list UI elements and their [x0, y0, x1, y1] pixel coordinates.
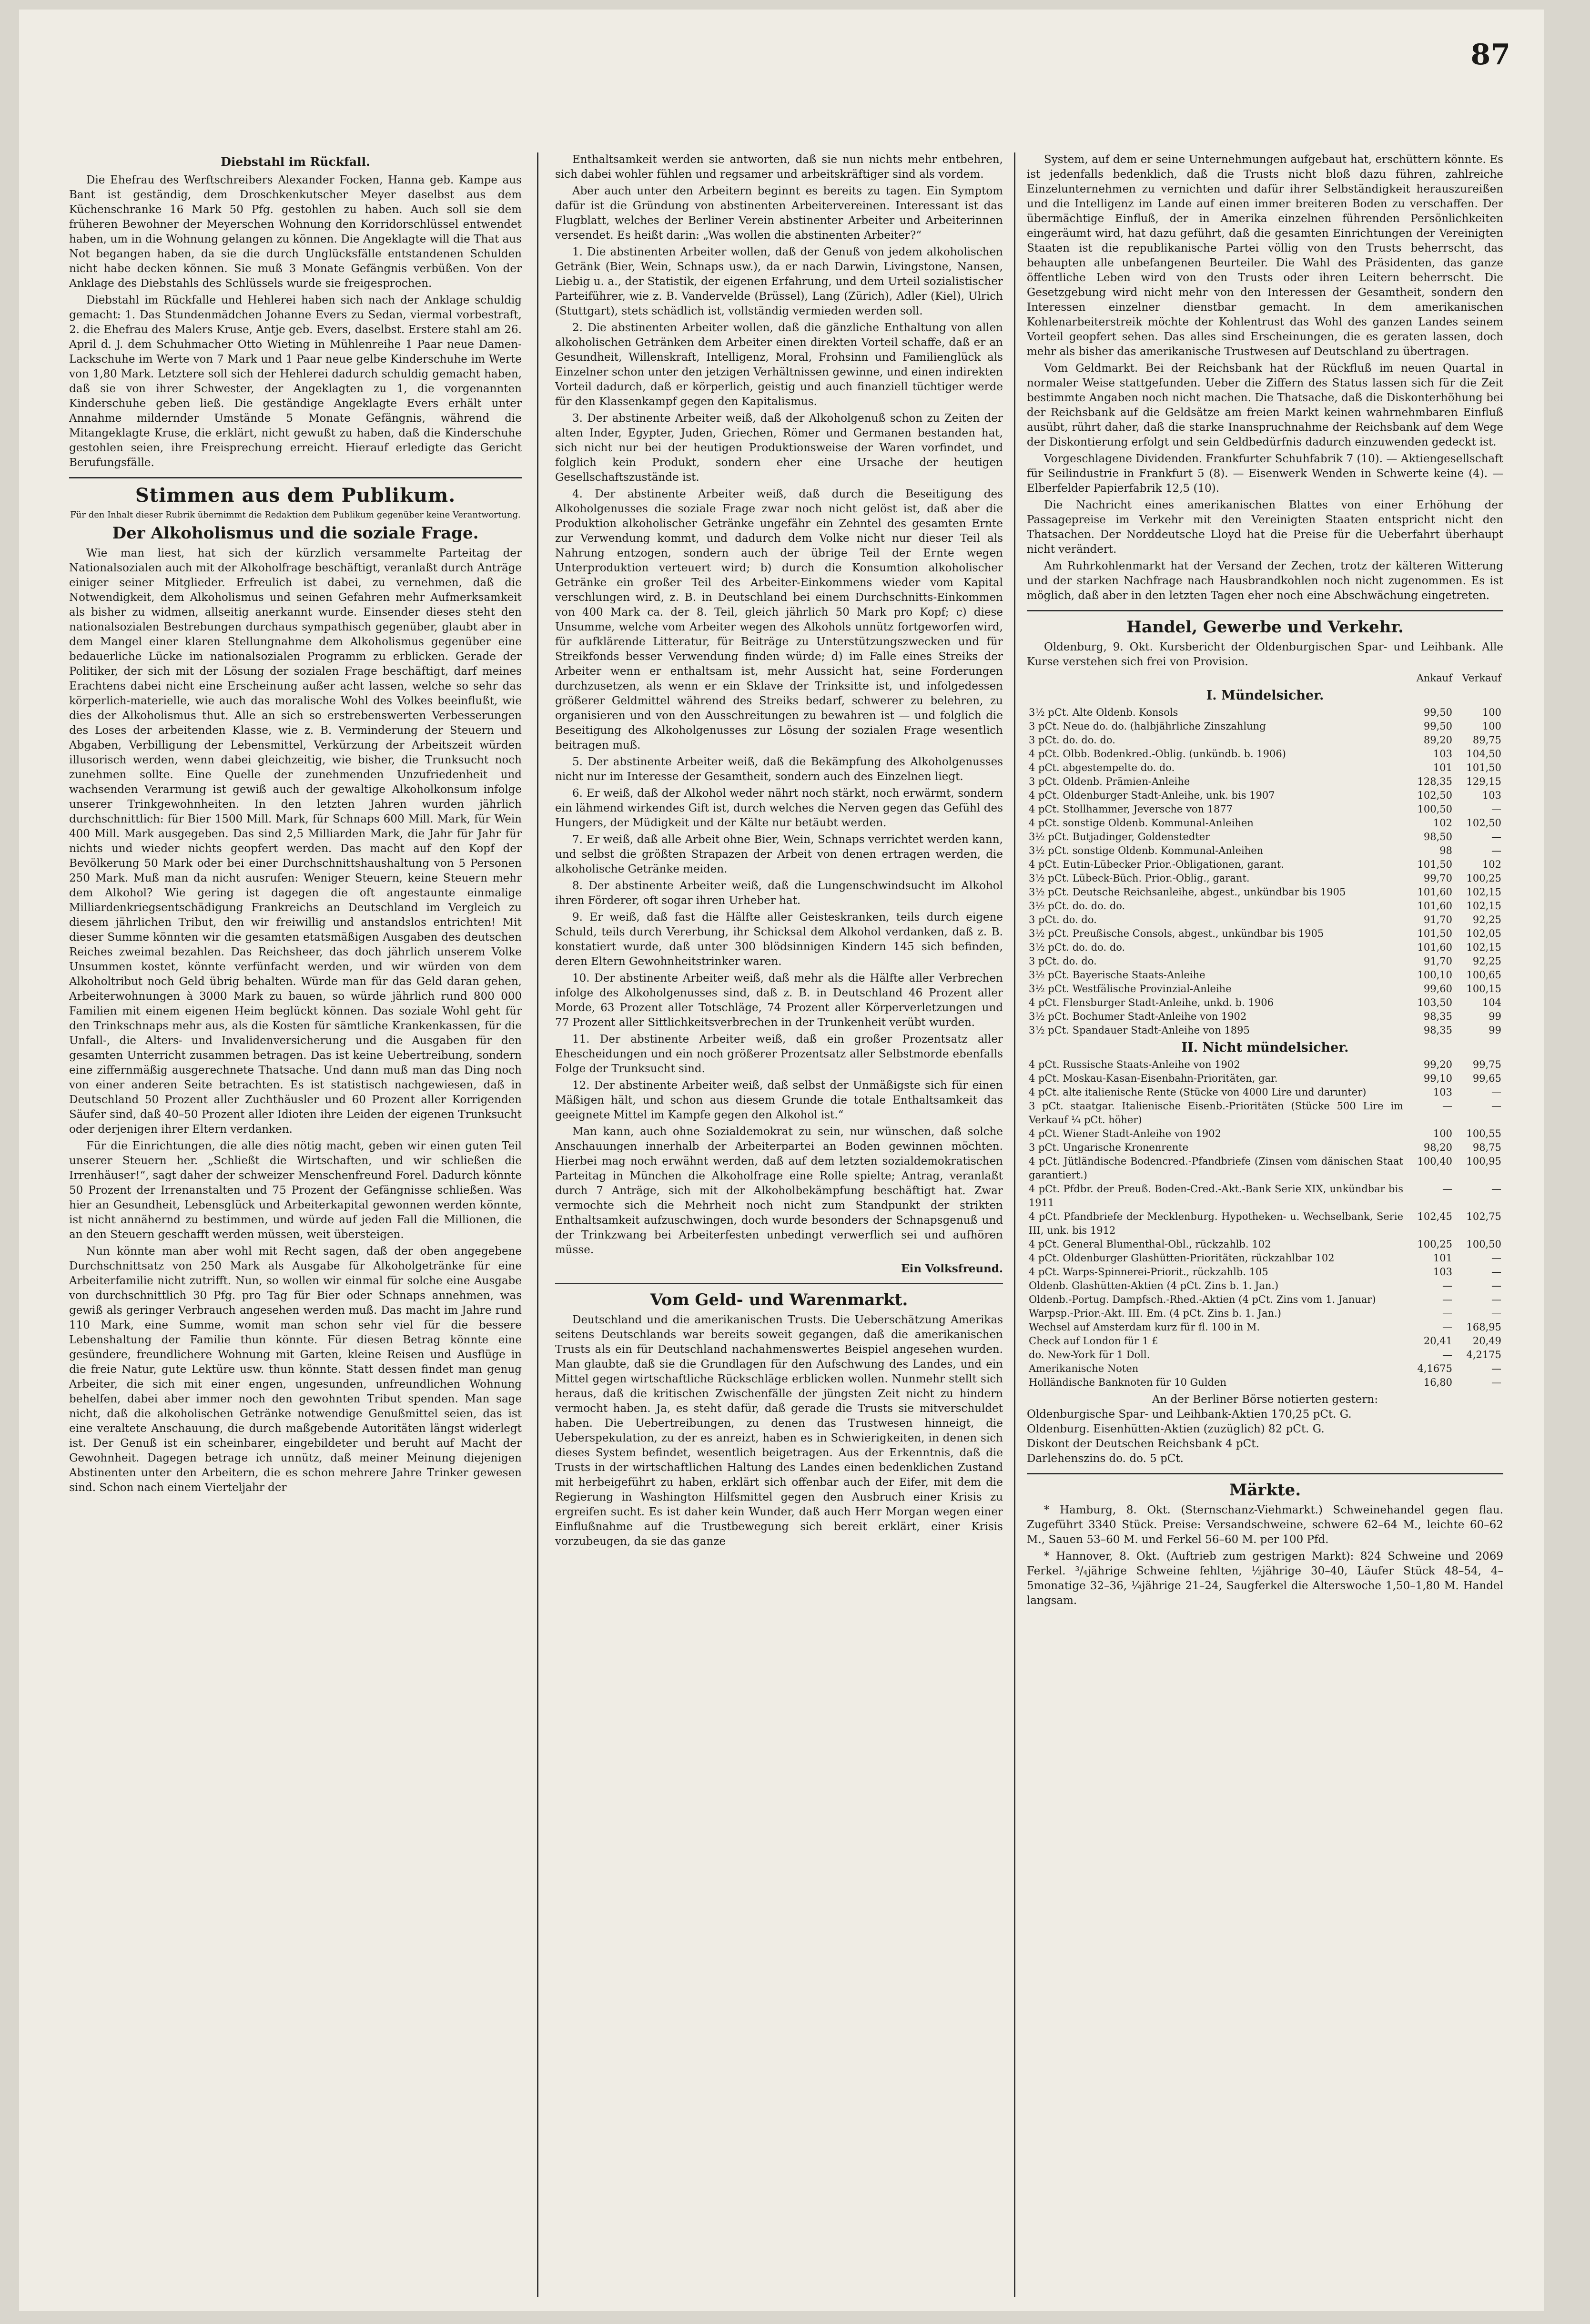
kurs-name: 4 pCt. Warps-Spinnerei-Priorit., rückzahlb. 105 — [1029, 1266, 1268, 1278]
kurs-name: 3½ pCt. Preußische Consols, abgest., unkündbar bis 1905 — [1029, 928, 1324, 939]
kurs-name: 3½ pCt. sonstige Oldenb. Kommunal-Anleihen — [1029, 845, 1264, 856]
kurs-table-muendelsicher — [1027, 706, 1503, 1037]
kurs-name: 4 pCt. Russische Staats-Anleihe von 1902 — [1029, 1059, 1240, 1070]
kurs-verkauf: 99,65 — [1472, 1073, 1501, 1084]
paragraph: 4. Der abstinente Arbeiter weiß, daß durch die Beseitigung des Alkoholgenusses die soziale Frage zwar noch nicht gelöst ist, daß aber die Produktion alkoholischer Getränke ungefähr ein Zehntel des gesamten Ernte zur Verwendung kommt, und dadurch dem Volke nicht nur dieser Teil als Nahrung entzogen, sondern auch der übrige Teil der Ernte wegen Unterproduktion verteuert wird; b) durch die Konsumtion alkoholischer Getränke ein großer Teil des Arbeiter-Einkommens wieder vom Kapital verschlungen wird, z. B. in Deutschland bei einem Durchschnitts-Einkommen von 400 Mark ca. der 8. Teil, gleich jährlich 50 Mark pro Kopf; c) diese Unsumme, welche vom Arbeiter wegen des Alkohols unnütz fortgeworfen wird, für aufklärende Litteratur, für Beiträge zu Unterstützungszwecken und für Streikfonds besser Verwendung finden würde; d) im Falle eines Streiks der Arbeiter wenn er enthaltsam ist, mehr Aussicht hat, seine Forderungen durchzusetzen, als wenn er ein Sklave der Trinksitte ist, und infolgedessen größerer Geldmittel während des Streiks bedarf, schwerer zu belehren, zu organisieren und von den Ausschreitungen zu bewahren ist — und folglich die Beseitigung des Alkoholgenusses zur Lösung der sozialen Frage wesentlich beitragen muß. — [555, 488, 1003, 751]
kurs-ankauf: 101 — [1433, 762, 1452, 773]
kurs-name: Amerikanische Noten — [1029, 1363, 1139, 1374]
kurs-ankauf: 4,1675 — [1417, 1363, 1452, 1374]
kurs-row — [1027, 1265, 1503, 1279]
kurs-ankauf: 99,20 — [1423, 1059, 1452, 1070]
kurs-name: 4 pCt. Wiener Stadt-Anleihe von 1902 — [1029, 1128, 1222, 1139]
kurs-ankauf: 100 — [1433, 1128, 1452, 1139]
kurs-name: 4 pCt. General Blumenthal-Obl., rückzahlb. 102 — [1029, 1238, 1271, 1250]
kurs-row — [1027, 996, 1503, 1010]
kurs-ankauf: 91,70 — [1423, 955, 1452, 967]
kurs-name: 4 pCt. Oldenburger Glashütten-Prioritäten, rückzahlbar 102 — [1029, 1252, 1335, 1264]
kurs-name: 3 pCt. do. do. do. — [1029, 734, 1115, 746]
kurs-verkauf: 102,75 — [1466, 1211, 1501, 1222]
kurs-row — [1027, 789, 1503, 802]
kurs-verkauf: — — [1491, 1363, 1501, 1374]
kurs-ankauf: 101,60 — [1417, 900, 1452, 912]
kurs-row — [1027, 1058, 1503, 1072]
kurs-name: 3 pCt. Neue do. do. (halbjährliche Zinszahlung — [1029, 721, 1266, 732]
kurs-ankauf: 100,25 — [1417, 1238, 1452, 1250]
kursbericht-intro: Oldenburg, 9. Okt. Kursbericht der Oldenburgischen Spar- und Leihbank. Alle Kurse verstehen sich frei von Provision. — [1027, 641, 1503, 668]
kurs-row — [1027, 775, 1503, 789]
kurs-ankauf: 101 — [1433, 1252, 1452, 1264]
kurs-verkauf: 102 — [1482, 859, 1501, 870]
kurs-ankauf: 102,50 — [1417, 790, 1452, 801]
paragraph: 5. Der abstinente Arbeiter weiß, daß die Bekämpfung des Alkoholgenusses nicht nur im Interesse der Gesamtheit, sondern auch des Einzelnen liegt. — [555, 756, 1003, 783]
kurs-row — [1027, 941, 1503, 954]
kurs-row — [1027, 1376, 1503, 1390]
kurs-row — [1027, 1155, 1503, 1182]
kurs-verkauf: 100,65 — [1466, 969, 1501, 981]
kurs-name: 3 pCt. Ungarische Kronenrente — [1029, 1142, 1189, 1153]
divider — [555, 1283, 1003, 1284]
kurs-name: 4 pCt. Flensburger Stadt-Anleihe, unkd. b. 1906 — [1029, 997, 1274, 1008]
article-signature: Ein Volksfreund. — [901, 1262, 1003, 1275]
kurs-name: 3½ pCt. Bochumer Stadt-Anleihe von 1902 — [1029, 1011, 1247, 1022]
kurs-name: 3½ pCt. Westfälische Provinzial-Anleihe — [1029, 983, 1232, 995]
kurs-ankauf: — — [1442, 1294, 1452, 1305]
kurs-row — [1027, 1099, 1503, 1127]
kurs-ankauf: 98,50 — [1423, 831, 1452, 842]
kurs-name: 3½ pCt. Alte Oldenb. Konsols — [1029, 707, 1178, 718]
paragraph: 9. Er weiß, daß fast die Hälfte aller Geisteskranken, teils durch eigene Schuld, teils durch Vererbung, ihr Schicksal dem Alkohol verdanken, daß z. B. konstatiert wurde, daß unter 300 blödsinnigen Kindern 145 sich befinden, deren Eltern Gewohnheitstrinker waren. — [555, 911, 1003, 968]
kurs-ankauf: 89,20 — [1423, 734, 1452, 746]
kurs-verkauf: 102,15 — [1466, 900, 1501, 912]
kurs-verkauf: — — [1491, 1266, 1501, 1278]
kurs-verkauf: 99 — [1489, 1025, 1501, 1036]
paragraph: 1. Die abstinenten Arbeiter wollen, daß der Genuß von jedem alkoholischen Getränk (Bier, Wein, Schnaps usw.), da er nach Darwin, Livingstone, Nansen, Liebig u. a., der Statistik, der eigenen Erfahrung, und dem Urteil sozialistischer Parteiführer, wie z. B. Vandervelde (Brüssel), Lang (Zürich), Adler (Kiel), Ulrich (Stuttgart), stets schädlich ist, vollständig vermieden werden soll. — [555, 246, 1003, 317]
ankauf-header: Ankauf — [1416, 672, 1452, 684]
kurs-verkauf: 92,25 — [1472, 914, 1501, 925]
kurs-row — [1027, 802, 1503, 816]
kurs-verkauf: 129,15 — [1466, 776, 1501, 787]
kurs-row — [1027, 706, 1503, 720]
kurs-row — [1027, 968, 1503, 982]
kurs-name: 4 pCt. Eutin-Lübecker Prior.-Obligationen, garant. — [1029, 859, 1284, 870]
kurs-verkauf: 103 — [1482, 790, 1501, 801]
kurs-row — [1027, 1127, 1503, 1141]
paragraph: Enthaltsamkeit werden sie antworten, daß sie nun nichts mehr entbehren, sich dabei wohler fühlen und regsamer und arbeitskräftiger sind als vordem. — [555, 153, 1003, 181]
berlin-line: An der Berliner Börse notierten gestern: — [1152, 1393, 1378, 1406]
kurs-verkauf: — — [1491, 1308, 1501, 1319]
kurs-row — [1027, 1010, 1503, 1024]
kurs-ankauf: 98,20 — [1423, 1142, 1452, 1153]
paragraph: Wie man liest, hat sich der kürzlich versammelte Parteitag der Nationalsozialen auch mit der Alkoholfrage beschäftigt, veranlaßt durch Anträge einiger seiner Mitglieder. Erfreulich ist dabei, zu vernehmen, daß die Notwendigkeit, dem Alkoholismus und seinen Gefahren mehr Aufmerksamkeit als bisher zu widmen, allseitig anerkannt wurde. Einsender dieses steht den nationalsozialen Bestrebungen durchaus sympathisch gegenüber, glaubt aber in dem Mangel einer klaren Stellungnahme dem Alkoholismus gegenüber eine bedauerliche Lücke im nationalsozialen Programm zu erblicken. Gerade der Politiker, der sich mit der Lösung der sozialen Frage beschäftigt, darf meines Erachtens dabei nicht eine Erscheinung außer acht lassen, welche so sehr das körperlich-materielle, wie auch das moralische Wohl des Volkes beeinflußt, wie dies der Alkoholismus thut. Alle an sich so erstrebenswerten Verbesserungen des Loses der arbeitenden Klasse, wie z. B. Verminderung der Steuern und Abgaben, Verbilligung der Lebensmittel, Verkürzung der Arbeitszeit würden illusorisch werden, wenn dabei gleichzeitig, wie bisher, die Trunksucht noch zunehmen sollte. Eine Quelle der zunehmenden Unzufriedenheit und wachsenden Verarmung ist gewiß auch der gewaltige Alkoholkonsum infolge unserer Trinkgewohnheiten. In den letzten Jahren wurden jährlich durchschnittlich: für Bier 1500 Mill. Mark, für Schnaps 600 Mill. Mark, für Wein 400 Mill. Mark ausgegeben. Das sind 2,5 Milliarden Mark, die Jahr für Jahr für nichts und wieder nichts geopfert werden. Das macht auf den Kopf der Bevölkerung 50 Mark oder bei einer Durchschnittshaushaltung von 5 Personen 250 Mark. Muß man da nicht ausrufen: Weniger Steuern, keine Steuern mehr dem Alkohol? Wie gering ist dagegen die oft angestaunte einmalige Milliardenkriegsentschädigung Frankreichs an Deutschland im Vergleich zu diesem jährlichen Tribut, den wir freiwillig und anstandslos entrichten! Mit dieser Summe könnten wir die gesamten etatsmäßigen Ausgaben des deutschen Reiches zweimal bezahlen. Das Reichsheer, das doch jährlich unserem Volke Unsummen kostet, könnte verfünfacht werden, und wir würden von dem Alkoholtribut noch Geld übrig behalten. Würde man für das Geld daran gehen, Arbeiterwohnungen à 3000 Mark zu bauen, so würde jährlich rund 800 000 Familien mit einem eigenen Heim beglückt können. Das soziale Wohl geht für den Trinkschnaps mehr aus, als die Kosten für sämtliche Krankenkassen, für die Unfall-, die Alters- und Invalidenversicherung und die Ausgaben für den gesamten Unterricht zusammen betragen. Das ist keine Uebertreibung, sondern eine ziffernmäßig ausgerechnete Thatsache. Und dann muß man das Ding noch von einer anderen Seite betrachten. Es ist statistisch nachgewiesen, daß in Deutschland 50 Prozent aller Zuchthäusler und 60 Prozent aller Korrigenden Säufer sind, daß 40–50 Prozent aller Idioten ihre Leiden der eigenen Trunksucht oder derjenigen ihrer Eltern verdanken. — [69, 547, 522, 1136]
kurs-row — [1027, 1334, 1503, 1348]
maerkte-title: Märkte. — [1229, 1481, 1301, 1500]
kurs-ankauf: 100,50 — [1417, 803, 1452, 815]
paragraph: 12. Der abstinente Arbeiter weiß, daß selbst der Unmäßigste sich für einen Mäßigen hält, und schon aus diesem Grunde die totale Enthaltsamkeit das geeignete Mittel im Kampfe gegen den Alkohol ist.“ — [555, 1079, 1003, 1121]
kurs-verkauf: — — [1491, 1280, 1501, 1291]
kurs-ankauf: 101,60 — [1417, 942, 1452, 953]
section-title-publikum: Stimmen aus dem Publikum. — [135, 484, 456, 507]
kurs-row — [1027, 899, 1503, 913]
paragraph: Man kann, auch ohne Sozialdemokrat zu sein, nur wünschen, daß solche Anschauungen innerhalb der Arbeiterpartei an Boden gewinnen möchten. Hierbei mag noch erwähnt werden, daß auf dem letzten sozialdemokratischen Parteitag in München die Alkoholfrage eine Rolle spielte; Antrag, veranlaßt durch 7 Anträge, sich mit der Alkoholbekämpfung beschäftigt hat. Zwar vermochte sich die Mehrheit noch nicht zum Standpunkt der strikten Enthaltsamkeit aufzuschwingen, doch wurde besonders der Schnapsgenuß und der Trinkzwang bei Arbeiterfesten unbedingt verwerflich sei und aufhören müsse. — [555, 1126, 1003, 1256]
kurs-row — [1027, 1348, 1503, 1362]
kurs-verkauf: 20,49 — [1472, 1335, 1501, 1347]
kurs-unit — [1027, 671, 1405, 685]
paragraph: * Hamburg, 8. Okt. (Sternschanz-Viehmarkt.) Schweinehandel gegen flau. Zugeführt 3340 Stück. Preise: Versandschweine, schwere 62–64 M., leichte 60–62 M., Sauen 53–60 M. und Ferkel 56–60 M. per 100 Pfd. — [1027, 1504, 1503, 1546]
kurs-verkauf: 102,15 — [1466, 886, 1501, 898]
berlin-line: Diskont der Deutschen Reichsbank 4 pCt. — [1027, 1438, 1259, 1450]
kurs-row — [1027, 885, 1503, 899]
kurs-name: Oldenb.-Portug. Dampfsch.-Rhed.-Aktien (4 pCt. Zins vom 1. Januar) — [1029, 1294, 1376, 1305]
newspaper-page — [19, 10, 1544, 2311]
market-section-title: Vom Geld- und Warenmarkt. — [650, 1290, 908, 1309]
kurs-name: 3½ pCt. Deutsche Reichsanleihe, abgest., unkündbar bis 1905 — [1029, 886, 1346, 898]
kurs-name: Wechsel auf Amsterdam kurz für fl. 100 in M. — [1029, 1321, 1260, 1333]
kurs-verkauf: 100,15 — [1466, 983, 1501, 995]
kurs-name: 4 pCt. Pfdbr. der Preuß. Boden-Cred.-Akt.-Bank Serie XIX, unkündbar bis 1911 — [1029, 1183, 1403, 1208]
kurs-verkauf: 100 — [1482, 707, 1501, 718]
kurs-name: 4 pCt. abgestempelte do. do. — [1029, 762, 1175, 773]
kurs-name: 3 pCt. staatgar. Italienische Eisenb.-Prioritäten (Stücke 500 Lire im Verkauf ¼ pCt. höher) — [1029, 1100, 1403, 1126]
kurs-table-header — [1027, 671, 1503, 685]
kurs-row — [1027, 1182, 1503, 1210]
kurs-name: 3½ pCt. Butjadinger, Goldenstedter — [1029, 831, 1210, 842]
divider — [1027, 1473, 1503, 1474]
kurs-section-2: II. Nicht mündelsicher. — [1181, 1040, 1349, 1055]
kurs-verkauf: — — [1491, 845, 1501, 856]
kurs-name: Oldenb. Glashütten-Aktien (4 pCt. Zins b. 1. Jan.) — [1029, 1280, 1279, 1291]
kurs-ankauf: 101,60 — [1417, 886, 1452, 898]
page-number: 87 — [1470, 38, 1510, 71]
kurs-table-nicht-muendelsicher — [1027, 1058, 1503, 1390]
kurs-name: 4 pCt. alte italienische Rente (Stücke von 4000 Lire und darunter) — [1029, 1086, 1367, 1098]
kurs-ankauf: 98 — [1439, 845, 1452, 856]
kurs-name: 4 pCt. sonstige Oldenb. Kommunal-Anleihen — [1029, 817, 1254, 829]
kurs-row — [1027, 913, 1503, 927]
kurs-verkauf: — — [1491, 1100, 1501, 1112]
paragraph: 11. Der abstinente Arbeiter weiß, daß ein großer Prozentsatz aller Ehescheidungen und ein noch größerer Prozentsatz aller Selbstmorde ebenfalls Folge der Trunksucht sind. — [555, 1033, 1003, 1075]
kurs-ankauf: 101,50 — [1417, 928, 1452, 939]
paragraph: 2. Die abstinenten Arbeiter wollen, daß die gänzliche Enthaltung von allen alkoholischen Getränken dem Arbeiter einen direkten Vorteil schaffe, daß er an Gesundheit, Willenskraft, Intelligenz, Moral, Frohsinn und Familienglück als Einzelner schon unter den jetzigen Verhältnissen gewinne, und einen indirekten Vorteil dadurch, daß er körperlich, geistig und auch finanziell tüchtiger werde für den Klassenkampf gegen den Kapitalismus. — [555, 322, 1003, 408]
paragraph: Die Ehefrau des Werftschreibers Alexander Focken, Hanna geb. Kampe aus Bant ist geständig, dem Droschkenkutscher Meyer daselbst aus dem Küchenschranke 16 Mark 50 Pfg. gestohlen zu haben. Auch soll sie dem früheren Bewohner der Meyerschen Wohnung den Korridorschlüssel entwendet haben, um in die Wohnung gelangen zu können. Die Angeklagte will die That aus Not begangen haben, da sie die durch Unglücksfälle entstandenen Schulden nicht habe decken können. Sie muß 3 Monate Gefängnis verbüßen. Von der Anklage des Diebstahls des Schlüssels wurde sie freigesprochen. — [69, 174, 522, 290]
kurs-name: 3½ pCt. Bayerische Staats-Anleihe — [1029, 969, 1205, 981]
kurs-ankauf: 103 — [1433, 748, 1452, 760]
kurs-row — [1027, 1279, 1503, 1293]
article-title-alkoholismus: Der Alkoholismus und die soziale Frage. — [112, 524, 479, 543]
kurs-row — [1027, 1251, 1503, 1265]
kurs-name: 4 pCt. Stollhammer, Jeversche von 1877 — [1029, 803, 1233, 815]
column-1 — [69, 152, 522, 1497]
kurs-name: 3½ pCt. do. do. do. — [1029, 900, 1125, 912]
kurs-name: do. New-York für 1 Doll. — [1029, 1349, 1150, 1360]
kurs-ankauf: — — [1442, 1321, 1452, 1333]
paragraph: Aber auch unter den Arbeitern beginnt es bereits zu tagen. Ein Symptom dafür ist die Gründung von abstinenten Arbeitervereinen. Interessant ist das Flugblatt, welches der Berliner Verein abstinenter Arbeiter und Arbeiterinnen versendet. Es heißt darin: „Was wollen die abstinenten Arbeiter?“ — [555, 185, 1003, 242]
kurs-row — [1027, 1086, 1503, 1099]
kurs-ankauf: 102 — [1433, 817, 1452, 829]
kurs-verkauf: — — [1491, 1086, 1501, 1098]
kurs-verkauf: — — [1491, 1252, 1501, 1264]
kurs-name: Check auf London für 1 £ — [1029, 1335, 1158, 1347]
kurs-name: Holländische Banknoten für 10 Gulden — [1029, 1377, 1227, 1388]
kurs-verkauf: 100,95 — [1466, 1156, 1501, 1167]
kurs-verkauf: 98,75 — [1472, 1142, 1501, 1153]
kurs-ankauf: — — [1442, 1349, 1452, 1360]
paragraph: 8. Der abstinente Arbeiter weiß, daß die Lungenschwindsucht im Alkohol ihren Förderer, oft sogar ihren Urheber hat. — [555, 880, 1003, 907]
kurs-ankauf: 99,60 — [1423, 983, 1452, 995]
kurs-ankauf: 98,35 — [1423, 1025, 1452, 1036]
kurs-verkauf: 101,50 — [1466, 762, 1501, 773]
kurs-name: 3½ pCt. Spandauer Stadt-Anleihe von 1895 — [1029, 1025, 1250, 1036]
kurs-row — [1027, 1307, 1503, 1320]
paragraph: Für die Einrichtungen, die alle dies nötig macht, geben wir einen guten Teil unserer Steuern her. „Schließt die Wirtschaften, und wir schließen die Irrenhäuser!“, sagt daher der schweizer Menschenfreund Forel. Dadurch könnte 50 Prozent der Irrenanstalten und 75 Prozent der Gefängnisse schließen. Was hier an Gesundheit, Lebensglück und Arbeiterkapital gewonnen werden könnte, ist nicht annähernd zu bestimmen, und würde auf jeden Fall die Millionen, die an den Steuern geschafft werden müssen, weit übersteigen. — [69, 1140, 522, 1241]
kurs-verkauf: 102,50 — [1466, 817, 1501, 829]
kurs-verkauf: 100,50 — [1466, 1238, 1501, 1250]
kurs-ankauf: 16,80 — [1423, 1377, 1452, 1388]
kurs-ankauf: 91,70 — [1423, 914, 1452, 925]
kurs-row — [1027, 816, 1503, 830]
kurs-verkauf: — — [1491, 1294, 1501, 1305]
kurs-verkauf: 102,15 — [1466, 942, 1501, 953]
paragraph: Deutschland und die amerikanischen Trusts. Die Ueberschätzung Amerikas seitens Deutschlands war bereits soweit gegangen, daß die amerikanischen Trusts als ein für Deutschland nachahmenswertes Beispiel angesehen wurden. Man glaubte, daß sie die Grundlagen für den Aufschwung des Landes, und ein Mittel gegen wirtschaftliche Rückschläge erblicken wollen. Nunmehr stellt sich heraus, daß die kritischen Zwischenfälle der jüngsten Zeit nicht zu hindern vermocht haben. Ja, es steht dafür, daß gerade die Trusts sie mitverschuldet haben. Die Uebertreibungen, zu denen das Trustwesen hinneigt, die Ueberspekulation, zu der es anreizt, haben es in Schwierigkeiten, in denen sich dieses System befindet, wesentlich beigetragen. Aus der Erkenntnis, daß die Trusts in der wirtschaftlichen Haltung des Landes einen bedenklichen Zustand mit herbeigeführt zu haben, erklärt sich offenbar auch der Eifer, mit dem die Regierung in Washington Hilfsmittel gegen den Ausbruch einer Krisis zu ergreifen sucht. Es ist daher kein Wunder, daß auch Herr Morgan wegen einer Einflußnahme auf die Trustbewegung sich bereit erklärt, einer Krisis vorzubeugen, da sie das ganze — [555, 1314, 1003, 1548]
kurs-name: 4 pCt. Oldenburger Stadt-Anleihe, unk. bis 1907 — [1029, 790, 1275, 801]
kurs-ankauf: 103 — [1433, 1086, 1452, 1098]
berlin-line: Darlehenszins do. do. 5 pCt. — [1027, 1452, 1184, 1465]
kurs-row — [1027, 761, 1503, 775]
kurs-name: 3½ pCt. Lübeck-Büch. Prior.-Oblig., garant. — [1029, 873, 1250, 884]
kurs-ankauf: 128,35 — [1417, 776, 1452, 787]
kurs-verkauf: 92,25 — [1472, 955, 1501, 967]
divider — [1027, 610, 1503, 611]
paragraph: Nun könnte man aber wohl mit Recht sagen, daß der oben angegebene Durchschnittsatz von 250 Mark als Ausgabe für Alkoholgetränke für eine Arbeiterfamilie nicht zutrifft. Nun, so wollen wir einmal für solche eine Ausgabe von durchschnittlich 30 Pfg. pro Tag für Bier oder Schnaps annehmen, was gewiß als geringer Verbrauch angesehen werden muß. Das macht im Jahre rund 110 Mark, eine Summe, womit man schon sehr viel für die bessere Lebenshaltung der Familie thun könnte. Für diesen Betrag könnte eine gesündere, freundlichere Wohnung mit Garten, kleine Reisen und Ausflüge in die freie Natur, gute Lektüre usw. thun könnte. Statt dessen findet man genug Arbeiter, die sich mit einer engen, ungesunden, unfreundlichen Wohnung behelfen, dabei aber immer noch den gewohnten Tribut spenden. Man sage nicht, daß die alkoholischen Getränke notwendige Genußmittel seien, das ist eine veraltete Anschauung, die durch maßgebende Autoritäten längst widerlegt ist. Der Genuß ist ein scheinbarer, eingebildeter und beruht auf Macht der Gewohnheit. Dagegen betrage ich unnütz, daß meiner Meinung diejenigen Abstinenten unter den Arbeitern, die es schon mehrere Jahre Trinker gewesen sind. Schon nach einem Vierteljahr der — [69, 1245, 522, 1494]
kurs-name: 4 pCt. Moskau-Kasan-Eisenbahn-Prioritäten, gar. — [1029, 1073, 1278, 1084]
kurs-row — [1027, 1141, 1503, 1155]
kurs-name: 3 pCt. Oldenb. Prämien-Anleihe — [1029, 776, 1190, 787]
paragraph: Die Nachricht eines amerikanischen Blattes von einer Erhöhung der Passagepreise im Verkehr mit den Vereinigten Staaten entspricht nicht den Thatsachen. Der Norddeutsche Lloyd hat die Preise für die Ueberfahrt überhaupt nicht verändert. — [1027, 499, 1503, 556]
kurs-name: Warpsp.-Prior.-Akt. III. Em. (4 pCt. Zins b. 1. Jan.) — [1029, 1308, 1281, 1319]
kurs-row — [1027, 954, 1503, 968]
kurs-ankauf: 103 — [1433, 1266, 1452, 1278]
kurs-ankauf: 100,40 — [1417, 1156, 1452, 1167]
kurs-verkauf: — — [1491, 803, 1501, 815]
paragraph: 6. Er weiß, daß der Alkohol weder nährt noch stärkt, noch erwärmt, sondern ein lähmend wirkendes Gift ist, durch welches die Nerven gegen das Gefühl des Hungers, der Müdigkeit und der Kälte nur betäubt werden. — [555, 787, 1003, 829]
kurs-ankauf: 20,41 — [1423, 1335, 1452, 1347]
kurs-ankauf: 99,10 — [1423, 1073, 1452, 1084]
kurs-ankauf: 99,70 — [1423, 873, 1452, 884]
berlin-boerse-block — [1027, 1392, 1503, 1466]
paragraph: 3. Der abstinente Arbeiter weiß, daß der Alkoholgenuß schon zu Zeiten der alten Inder, Egypter, Juden, Griechen, Römer und Germanen bestanden hat, sich nicht nur bei der heutigen Produktionsweise der Waren vorfindet, und folglich kein Produkt, sondern eher eine Ursache der heutigen Gesellschaftszustände ist. — [555, 412, 1003, 484]
paragraph: 10. Der abstinente Arbeiter weiß, daß mehr als die Hälfte aller Verbrechen infolge des Alkoholgenusses sind, daß z. B. in Deutschland 46 Prozent aller Morde, 63 Prozent aller Totschläge, 74 Prozent aller Körperverletzungen und 77 Prozent aller Sittlichkeitsverbrechen in der Trunkenheit verübt wurden. — [555, 972, 1003, 1029]
kurs-verkauf: 4,2175 — [1466, 1349, 1501, 1360]
berlin-line: Oldenburgische Spar- und Leihbank-Aktien 170,25 pCt. G. — [1027, 1408, 1352, 1421]
kurs-name: 3 pCt. do. do. — [1029, 914, 1097, 925]
kurs-verkauf: 104 — [1482, 997, 1501, 1008]
kurs-ankauf: — — [1442, 1280, 1452, 1291]
kurs-verkauf: 104,50 — [1466, 748, 1501, 760]
column-rule — [537, 152, 538, 2297]
kurs-ankauf: 98,35 — [1423, 1011, 1452, 1022]
kurs-row — [1027, 1210, 1503, 1238]
verkauf-header: Verkauf — [1462, 672, 1501, 684]
kurs-verkauf: 102,05 — [1466, 928, 1501, 939]
kurs-row — [1027, 858, 1503, 872]
kurs-name: 4 pCt. Pfandbriefe der Mecklenburg. Hypotheken- u. Wechselbank, Serie III, unk. bis 1912 — [1029, 1211, 1403, 1236]
kurs-name: 3½ pCt. do. do. do. — [1029, 942, 1125, 953]
kurs-name: 4 pCt. Olbb. Bodenkred.-Oblig. (unkündb. b. 1906) — [1029, 748, 1286, 760]
kurs-ankauf: 99,50 — [1423, 721, 1452, 732]
section-note: Für den Inhalt dieser Rubrik übernimmt die Redaktion dem Publikum gegenüber keine Verantwortung. — [70, 510, 521, 520]
kurs-verkauf: 168,95 — [1466, 1321, 1501, 1333]
paragraph: 7. Er weiß, daß alle Arbeit ohne Bier, Wein, Schnaps verrichtet werden kann, und selbst die größten Strapazen der Arbeit von denen ertragen werden, die alkoholische Getränke meiden. — [555, 833, 1003, 875]
kurs-ankauf: 100,10 — [1417, 969, 1452, 981]
kurs-row — [1027, 927, 1503, 941]
divider — [69, 477, 522, 478]
paragraph: System, auf dem er seine Unternehmungen aufgebaut hat, erschüttern könnte. Es ist jedenfalls bedenklich, daß die Trusts nicht bloß dazu führen, zahlreiche Einzelunternehmen zu vernichten und dafür ihrer Selbständigkeit herauszureißen und die Intelligenz im Lande auf einen immer breiteren Boden zu verschaffen. Der übermächtige Einfluß, der in Amerika einzelnen führenden Persönlichkeiten eingeräumt wird, hat dazu geführt, daß die gesamten Einrichtungen der Vereinigten Staaten ist die republikanische Partei völlig von den Trusts beherrscht, das behaupten alle unbefangenen Beurteiler. Die Wahl des Präsidenten, das ganze öffentliche Leben wird von den Trusts oder ihren Leitern beherrscht. Die Gesetzgebung wird nicht mehr von den Interessen der Gesamtheit, sondern den Interessen einzelner dienstbar gemacht. In dem amerikanischen Kohlenarbeiterstreik möchte der Kohlentrust das Wohl des ganzen Landes seinem Vorteil geopfert sehen. Das alles sind Erscheinungen, die es geraten lassen, doch mehr als bisher das amerikanische Trustwesen auf Deutschland zu übertragen. — [1027, 153, 1503, 358]
kurs-row — [1027, 1293, 1503, 1307]
kurs-ankauf: 103,50 — [1417, 997, 1452, 1008]
kurs-row — [1027, 747, 1503, 761]
kurs-row — [1027, 1072, 1503, 1086]
kurs-ankauf: — — [1442, 1308, 1452, 1319]
kurs-row — [1027, 872, 1503, 885]
kurs-row — [1027, 1238, 1503, 1251]
kurs-section-1: I. Mündelsicher. — [1206, 688, 1324, 703]
kurs-verkauf: — — [1491, 831, 1501, 842]
kurs-ankauf: 99,50 — [1423, 707, 1452, 718]
kurs-verkauf: 99,75 — [1472, 1059, 1501, 1070]
paragraph: Am Ruhrkohlenmarkt hat der Versand der Zechen, trotz der kälteren Witterung und der starken Nachfrage nach Hausbrandkohlen noch nicht zugenommen. Es ist möglich, daß aber in den letzten Tagen eher noch eine Abschwächung eingetreten. — [1027, 560, 1503, 602]
kurs-name: 3 pCt. do. do. — [1029, 955, 1097, 967]
kurs-row — [1027, 844, 1503, 858]
berlin-line: Oldenburg. Eisenhütten-Aktien (zuzüglich) 82 pCt. G. — [1027, 1423, 1325, 1435]
kurs-verkauf: — — [1491, 1377, 1501, 1388]
kurs-name: 4 pCt. Jütländische Bodencred.-Pfandbriefe (Zinsen vom dänischen Staat garantiert.) — [1029, 1156, 1403, 1181]
kurs-verkauf: — — [1491, 1183, 1501, 1195]
column-3 — [1027, 152, 1503, 1610]
paragraph: Diebstahl im Rückfalle und Hehlerei haben sich nach der Anklage schuldig gemacht: 1. Das Stundenmädchen Johanne Evers zu Sedan, viermal vorbestraft, 2. die Ehefrau des Malers Kruse, Antje geb. Evers, daselbst. Erstere stahl am 26. April d. J. dem Schuhmacher Otto Wieting in Mühlenreihe 1 Paar neue Damen-Lackschuhe im Werte von 7 Mark und 1 Paar neue gelbe Kinderschuhe im Werte von 1,80 Mark. Letztere soll sich der Hehlerei dadurch schuldig gemacht haben, daß sie von ihrer Schwester, der Angeklagten zu 1, die vorgenannten Kinderschuhe geben ließ. Die geständige Angeklagte Evers erhält unter Annahme mildernder Umstände 5 Monate Gefängnis, während die Mitangeklagte Kruse, die erklärt, nicht gewußt zu haben, daß die Kinderschuhe gestohlen seien, ihre Freisprechung erreicht. Hierauf erledigte das Gericht Berufungsfälle. — [69, 294, 522, 469]
kurs-row — [1027, 830, 1503, 844]
paragraph: Vorgeschlagene Dividenden. Frankfurter Schuhfabrik 7 (10). — Aktiengesellschaft für Seilindustrie in Frankfurt 5 (8). — Eisenwerk Wenden in Schwerte keine (4). — Elberfelder Papierfabrik 12,5 (10). — [1027, 453, 1503, 495]
kurs-ankauf: 102,45 — [1417, 1211, 1452, 1222]
kurs-verkauf: 89,75 — [1472, 734, 1501, 746]
kurs-row — [1027, 1024, 1503, 1037]
paragraph: Vom Geldmarkt. Bei der Reichsbank hat der Rückfluß im neuen Quartal in normaler Weise stattgefunden. Ueber die Ziffern des Status lassen sich für die Zeit bestimmte Angaben noch nicht machen. Die Thatsache, daß die Diskonterhöhung bei der Reichsbank auf die Geldsätze am freien Markt keinen wahrnehmbaren Einfluß ausübt, rührt daher, daß die starke Inanspruchnahme der Reichsbank auf dem Wege der Diskontierung erfolgt und sein Geldbedürfnis dadurch einzuwenden gedeckt ist. — [1027, 362, 1503, 448]
column-rule — [1014, 152, 1015, 2297]
kurs-verkauf: 99 — [1489, 1011, 1501, 1022]
kurs-row — [1027, 733, 1503, 747]
kurs-verkauf: 100,25 — [1466, 873, 1501, 884]
kurs-row — [1027, 982, 1503, 996]
kurs-ankauf: — — [1442, 1100, 1452, 1112]
kurs-verkauf: 100 — [1482, 721, 1501, 732]
kurs-row — [1027, 720, 1503, 733]
article-title-theft: Diebstahl im Rückfall. — [221, 155, 370, 169]
paragraph: * Hannover, 8. Okt. (Auftrieb zum gestrigen Markt): 824 Schweine und 2069 Ferkel. ³/₄jährige Schweine fehlten, ½jährige 30–40, Läufer Stück 48–54, 4–5monatige 32–36, ¼jährige 21–24, Saugferkel die Alterswoche 1,50–1,80 M. Handel langsam. — [1027, 1550, 1503, 1607]
kurs-row — [1027, 1320, 1503, 1334]
handel-section-title: Handel, Gewerbe und Verkehr. — [1126, 618, 1404, 637]
column-2 — [555, 152, 1003, 1551]
kurs-verkauf: 100,55 — [1466, 1128, 1501, 1139]
kurs-ankauf: 101,50 — [1417, 859, 1452, 870]
kurs-row — [1027, 1362, 1503, 1376]
kurs-ankauf: — — [1442, 1183, 1452, 1195]
